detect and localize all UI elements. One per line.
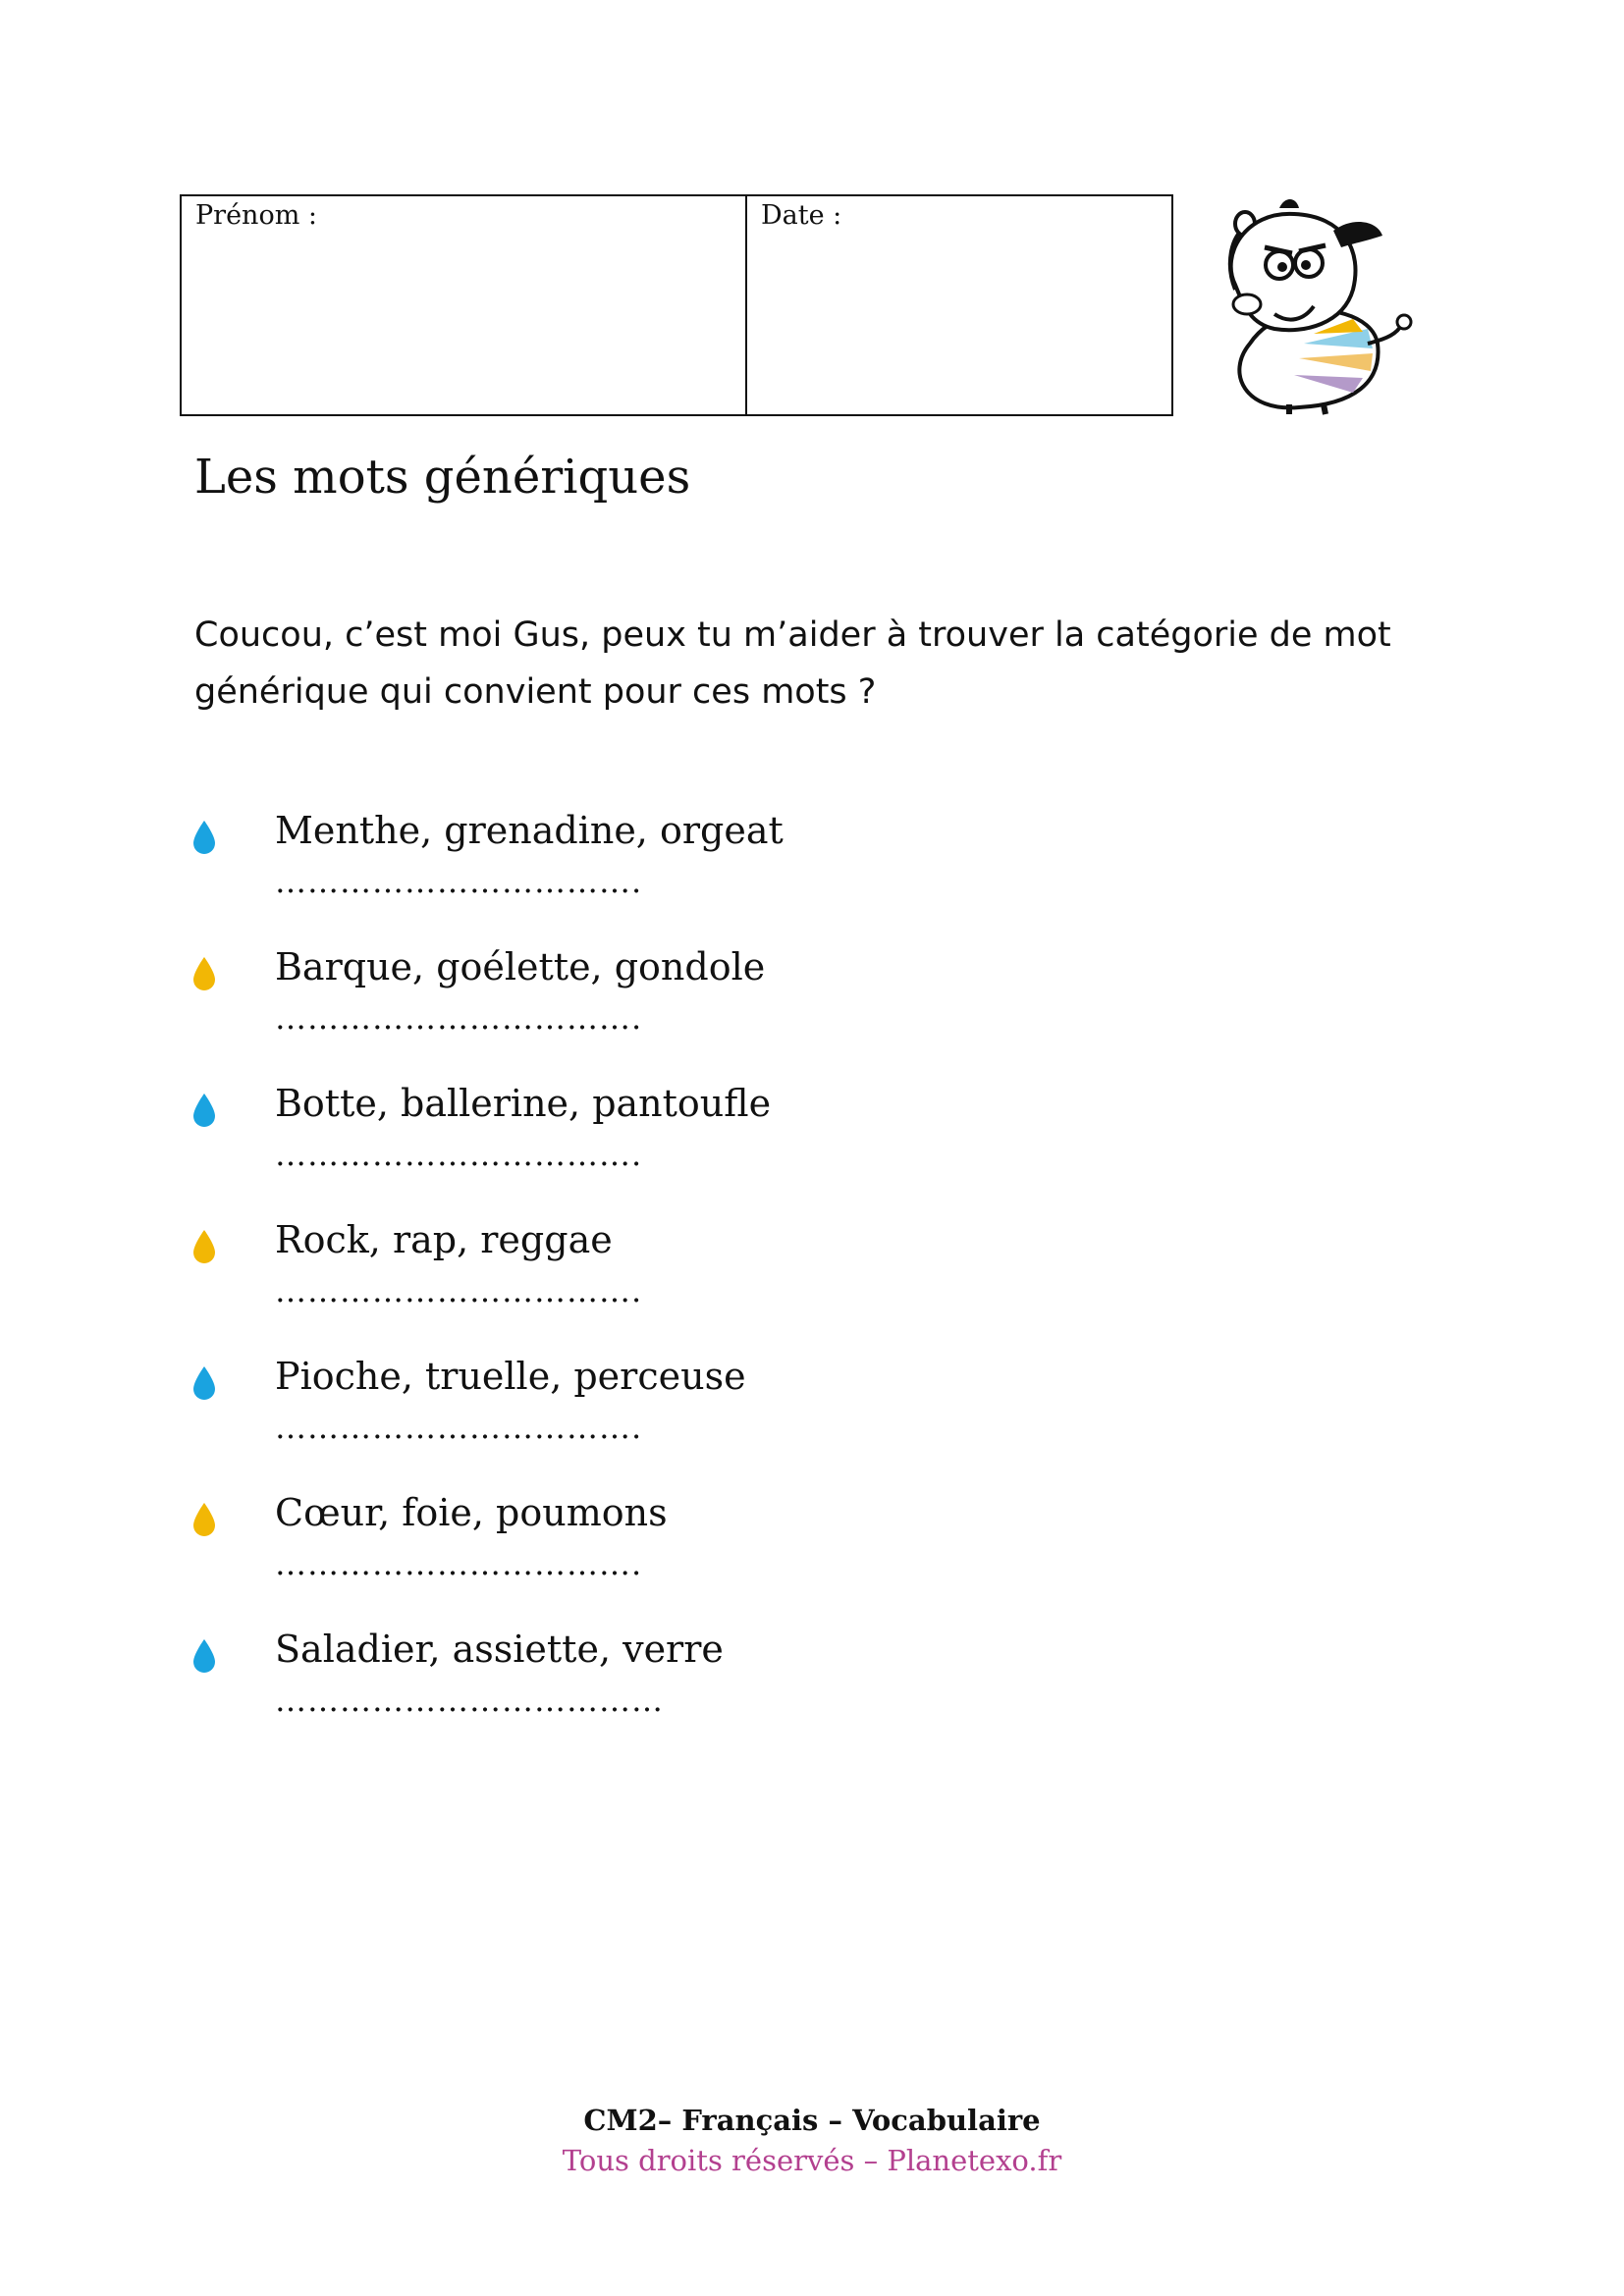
footer-rights: Tous droits réservés – Planetexo.fr: [562, 2144, 1062, 2177]
item-words: Saladier, assiette, verre: [275, 1628, 724, 1671]
answer-line[interactable]: ………………………………: [275, 1682, 664, 1719]
date-label: Date :: [761, 200, 842, 231]
item-words: Barque, goélette, gondole: [275, 945, 766, 988]
item-words: Botte, ballerine, pantoufle: [275, 1082, 772, 1125]
water-drop-icon: [191, 1502, 217, 1537]
water-drop-icon: [191, 820, 217, 855]
water-drop-icon: [191, 1638, 217, 1674]
page-title: Les mots génériques: [194, 450, 691, 505]
answer-line[interactable]: …………………………….: [275, 863, 643, 900]
item-words: Pioche, truelle, perceuse: [275, 1355, 746, 1398]
prenom-field[interactable]: [182, 196, 747, 414]
sheep-mascot-icon: [1206, 196, 1417, 417]
water-drop-icon: [191, 956, 217, 991]
instructions-line-2: générique qui convient pour ces mots ?: [194, 672, 877, 712]
date-field[interactable]: [747, 196, 1171, 414]
instructions-line-1: Coucou, c’est moi Gus, peux tu m’aider à trouver la catégorie de mot: [194, 615, 1391, 655]
answer-line[interactable]: …………………………….: [275, 1272, 643, 1309]
answer-line[interactable]: …………………………….: [275, 1136, 643, 1173]
answer-line[interactable]: …………………………….: [275, 1409, 643, 1446]
item-words: Menthe, grenadine, orgeat: [275, 809, 784, 852]
footer-course: CM2– Français – Vocabulaire: [583, 2104, 1041, 2137]
instructions: [194, 607, 1471, 721]
water-drop-icon: [191, 1365, 217, 1401]
item-words: Cœur, foie, poumons: [275, 1491, 668, 1534]
water-drop-icon: [191, 1093, 217, 1128]
header-table: [180, 194, 1173, 416]
answer-line[interactable]: …………………………….: [275, 1545, 643, 1582]
answer-line[interactable]: …………………………….: [275, 999, 643, 1037]
prenom-label: Prénom :: [195, 200, 317, 231]
item-words: Rock, rap, reggae: [275, 1218, 613, 1261]
water-drop-icon: [191, 1229, 217, 1264]
